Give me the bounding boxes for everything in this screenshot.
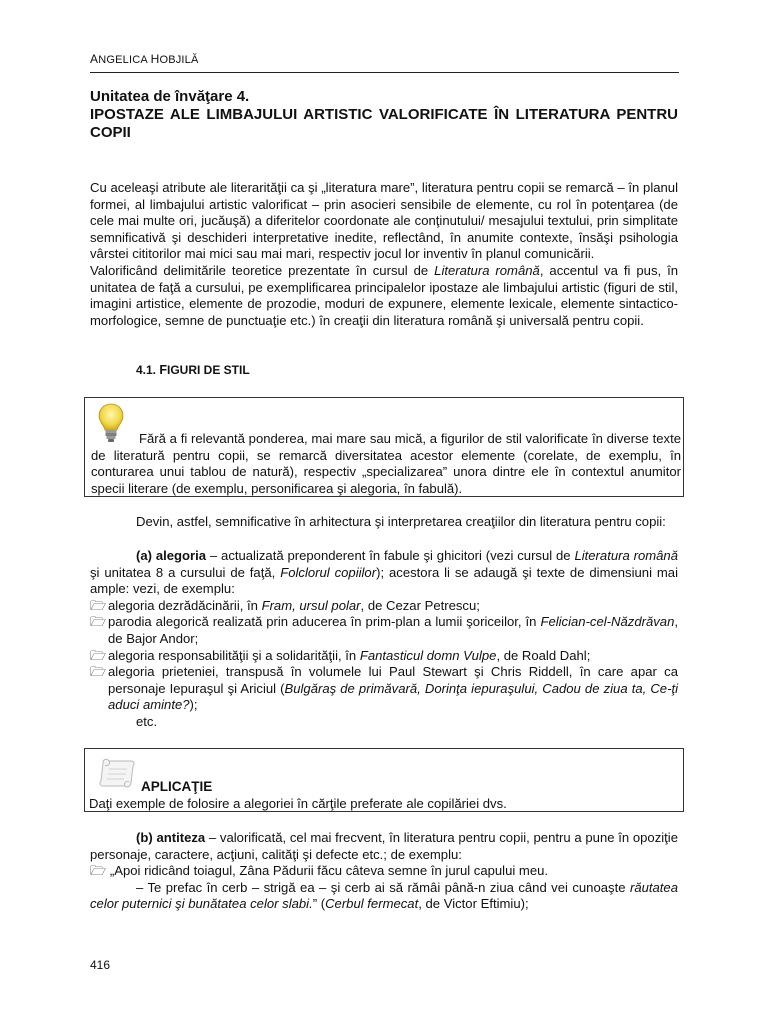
text-run: alegoria dezrădăcinării, în [108, 597, 262, 613]
text-run: , accentul va fi pus, în unitatea de faţă a cursului, pe exemplificarea principalelor ipostaze ale limbajului artistic (figuri de stil, imagini artistice, elemente de prozodie, moduri de expunere, elemente lexicale, elemente sintactico-morfologice, semne de punctuaţie etc.) în creaţii din literatura română şi universală pentru copii. [90, 262, 679, 328]
antiteza-quote [90, 863, 678, 880]
text-run: Valorificând delimitările teoretice prezentate în cursul de [90, 262, 435, 278]
course-title: Literatura română [434, 262, 540, 278]
etc-text: etc. [136, 713, 158, 729]
text-run: alegoria responsabilităţii şi a solidarităţii, în [108, 647, 360, 663]
antiteza-section [90, 830, 678, 913]
section-title: IGURI DE STIL [167, 363, 250, 377]
antiteza-quote-cont [90, 880, 678, 913]
folder-bullet-icon: 🗁 [90, 614, 107, 630]
quote-line: „Apoi ridicând toiagul, Zâna Pădurii făcu câteva semne în jurul capului meu. [109, 863, 549, 879]
text-run: ); [189, 697, 198, 713]
text-run: , de Bajor Andor; [108, 614, 678, 646]
section-number: 4.1. [136, 363, 160, 377]
text-run: şi unitatea 8 a cursului de faţă, [90, 564, 281, 580]
text-run: ); acestora li se adaugă şi texte de dimensiuni mai ample: vezi, de exemplu: [90, 564, 678, 597]
unit-number: Unitatea de învăţare 4. [90, 88, 250, 105]
author-initial: H [150, 52, 160, 66]
unit-title [90, 88, 678, 142]
unit-reference: Folclorul copiilor [280, 564, 377, 580]
note-box [84, 397, 684, 497]
text-run: parodia alegorică realizată prin aducerea în prim-plan a lumii şoriceilor, în [108, 614, 541, 630]
application-text: Daţi exemple de folosire a alegoriei în cărţile preferate ale copilăriei dvs. [89, 796, 507, 811]
intro-text [90, 180, 678, 329]
text-run: ” ( [312, 896, 326, 912]
alegoria-definition [90, 548, 678, 598]
intro-paragraph-2 [90, 263, 678, 329]
text-run: – valorificată, cel mai frecvent, în literatura pentru copii, pentru a pune în opoziţie personaje, caractere, acţiuni, calităţi şi defecte etc.; de exemplu: [90, 830, 679, 862]
author-first-name: NGELICA [98, 54, 151, 66]
running-header-author [90, 52, 199, 66]
course-title: Literatura română [574, 548, 678, 563]
folder-bullet-icon: 🗁 [90, 863, 110, 879]
list-item [90, 648, 678, 665]
intro-sentence: Devin, astfel, semnificative în arhitectura şi interpretarea creaţiilor din literatura pentru copii: [136, 514, 666, 529]
application-title: APLICAŢIE [141, 779, 213, 794]
author-initial: A [90, 52, 99, 66]
text-run: , de Roald Dahl; [496, 647, 591, 663]
quote-emphasis: răutatea celor puternici şi bunătatea celor slabi. [90, 879, 678, 912]
text-run: alegoria prieteniei, transpusă în volumele lui Paul Stewart şi Chris Riddell, în care apar ca personaje Iepuraşul şi Ariciul ( [108, 664, 678, 696]
scroll-icon [97, 755, 137, 791]
section-heading [136, 363, 250, 377]
section-initial: F [159, 363, 167, 377]
text-run: , de Victor Eftimiu); [418, 896, 529, 912]
intro-paragraph-1: Cu aceleaşi atribute ale literarităţii ca şi „literatura mare”, literatura pentru copii se remarcă – în planul formei, al limbajului artistic valorificat – prin asocieri sensibile de elemente, cu rol în potenţarea (de cele mai multe ori, jucăuşă) a diferitelor coordonate ale conţinutului/ mesajului textului, prin simplitate semnificativă şi deschideri interpretative inedite, reflectând, în anumite contexte, însăşi psihologia vârstei cititorilor mai mici sau mai mari, respectiv jocul lor inventiv în planul comunicării. [90, 180, 678, 262]
book-title: Cerbul fermecat [325, 896, 419, 912]
book-title: Bulgăraş de primăvară, Dorinţa iepuraşului, Cadou de ziua ta, Ce-ţi aduci aminte? [108, 680, 678, 713]
note-text [91, 431, 681, 497]
book-title: Fram, ursul polar [261, 597, 361, 613]
term-label: (a) alegoria [136, 548, 207, 563]
note-paragraph: Fără a fi relevantă ponderea, mai mare sau mică, a figurilor de stil valorificate în diverse texte de literatură pentru copii, se remarcă diversitatea acestor elemente (corelate, de exemplu, în conturarea unui tablou de natură), respectiv „specializarea” unora dintre ele în contextul anumitor specii literare (de exemplu, personificarea şi alegoria, în fabulă). [91, 431, 681, 496]
antiteza-definition [90, 830, 678, 863]
alegoria-examples-list [90, 598, 678, 714]
quote-line: – Te prefac în cerb – strigă ea – şi cerb ai să rămâi până-n ziua când vei cunoaşte [136, 879, 630, 895]
page-number: 416 [90, 958, 111, 972]
text-run: – actualizată preponderent în fabule şi ghicitori (vezi cursul de [206, 548, 575, 563]
folder-bullet-icon: 🗁 [90, 597, 107, 613]
term-label: (b) antiteza [136, 830, 206, 845]
book-title: Felician-cel-Năzdrăvan [540, 614, 675, 630]
devin-text [90, 514, 678, 531]
folder-bullet-icon: 🗁 [90, 664, 107, 680]
list-item [90, 664, 678, 714]
header-divider [90, 72, 679, 73]
application-box [84, 748, 684, 812]
unit-heading: IPOSTAZE ALE LIMBAJULUI ARTISTIC VALORIFICATE ÎN LITERATURA PENTRU COPII [90, 106, 678, 141]
author-last-name: OBJILĂ [159, 54, 199, 66]
book-title: Fantasticul domn Vulpe [359, 647, 497, 663]
alegoria-section [90, 548, 678, 731]
list-item [90, 614, 678, 647]
text-run: , de Cezar Petrescu; [360, 597, 480, 613]
list-item [90, 598, 678, 615]
folder-bullet-icon: 🗁 [90, 647, 107, 663]
